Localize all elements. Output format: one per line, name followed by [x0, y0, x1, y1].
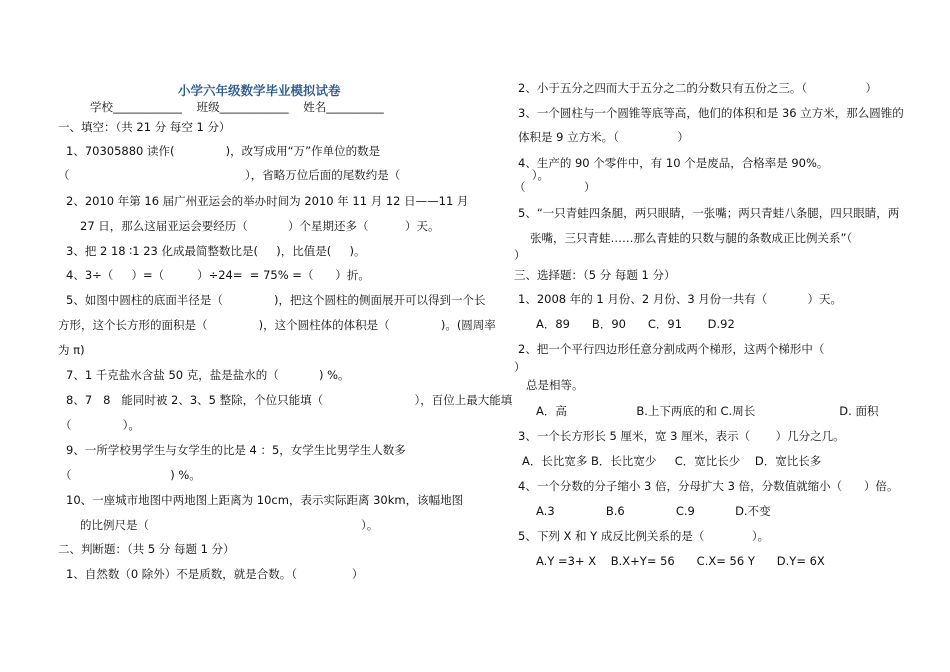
question-line: 的比例尺是（ ）。	[80, 518, 379, 532]
question-line: 3、把 2 18 ∶1 23 化成最简整数比是( )，比值是( )。	[66, 244, 366, 258]
option-line: A.Y =3+ X B.X+Y= 56 C.X= 56 Y D.Y= 6X	[536, 554, 825, 568]
question-line: （ ）	[514, 180, 596, 194]
question-line: （ ) %。	[60, 468, 201, 482]
question-line: 方形，这个长方形的面积是（ )，这个圆柱体的体积是（ )。(圆周率	[58, 318, 496, 332]
question-line: 8、7 8 能同时被 2、3、5 整除，个位只能填（ ），百位上最大能填	[66, 393, 513, 407]
question-line: 总是相等。	[526, 378, 584, 392]
question-line: 体积是 9 立方米。（ ）	[518, 130, 689, 144]
question-line: 5、“一只青蛙四条腿，两只眼睛，一张嘴；两只青蛙八条腿，四只眼睛，两	[518, 206, 900, 220]
question-line: 1、70305880 读作( )，改写成用“万”作单位的数是	[66, 144, 381, 158]
question-line: 4、一个分数的分子缩小 3 倍，分母扩大 3 倍，分数值就缩小（ ）倍。	[518, 479, 899, 493]
question-line: 4、3÷（ ）=（ ）÷24= = 75% =（ ）折。	[66, 268, 370, 282]
exam-title: 小学六年级数学毕业模拟试卷	[178, 83, 341, 98]
section-heading: 三、选择题：（5 分 每题 1 分）	[514, 268, 676, 282]
section-heading: 二、判断题：（共 5 分 每题 1 分）	[58, 542, 235, 556]
option-line: A．长比宽多 B．长比宽少 C．宽比长少 D．宽比长多	[522, 454, 822, 468]
question-line: 2、把一个平行四边形任意分割成两个梯形，这两个梯形中（	[518, 342, 825, 356]
question-line: 3、一个圆柱与一个圆锥等底等高，他们的体积和是 36 立方米，那么圆锥的	[518, 106, 904, 120]
question-line: 27 日，那么这届亚运会要经历（ ）个星期还多（ ）天。	[80, 219, 440, 233]
question-line: 9、一所学校男学生与女学生的比是 4 ：5，女学生比男学生人数多	[66, 443, 406, 457]
question-line: 5、下列 X 和 Y 成反比例关系的是（ ）。	[518, 529, 770, 543]
question-line: 3、一个长方形长 5 厘米，宽 3 厘米，表示（ ）几分之几。	[518, 429, 845, 443]
question-line: 2、小于五分之四而大于五分之二的分数只有五份之三。（ ）	[518, 81, 878, 95]
option-line: A．89 B．90 C．91 D.92	[536, 317, 735, 331]
question-line: 2、2010 年第 16 届广州亚运会的举办时间为 2010 年 11 月 12 日——11 月	[66, 194, 469, 208]
option-line: A.3 B.6 C.9 D.不变	[536, 504, 771, 518]
student-info-line: 学校____________ 班级____________ 姓名__________	[90, 100, 384, 114]
section-heading: 一、填空：（共 21 分 每空 1 分）	[58, 120, 231, 134]
question-line: 10、一座城市地图中两地图上距离为 10cm，表示实际距离 30km，该幅地图	[66, 493, 464, 507]
question-line: 1、自然数（0 除外）不是质数，就是合数。（ ）	[66, 567, 364, 581]
question-line: 4、生产的 90 个零件中，有 10 个是废品，合格率是 90%。	[518, 156, 829, 170]
question-line: 张嘴，三只青蛙……那么青蛙的只数与腿的条数成正比例关系”（	[530, 231, 853, 245]
question-line: 1、2008 年的 1 月份、2 月份、3 月份一共有（ ）天。	[518, 292, 843, 306]
question-line: （ ）。	[60, 418, 140, 432]
question-line: 7、1 千克盐水含盐 50 克，盐是盐水的（ ) %。	[66, 368, 350, 382]
question-line: ）	[514, 360, 526, 374]
question-line: 为 π)	[58, 343, 85, 357]
option-line: A．高 B.上下两底的和 C.周长 D. 面积	[536, 404, 879, 418]
question-line: 5、如图中圆柱的底面半径是（ )，把这个圆柱的侧面展开可以得到一个长	[66, 293, 486, 307]
question-line: ）	[514, 248, 526, 262]
question-line: （ ），省略万位后面的尾数约是（ ）。	[58, 168, 550, 182]
